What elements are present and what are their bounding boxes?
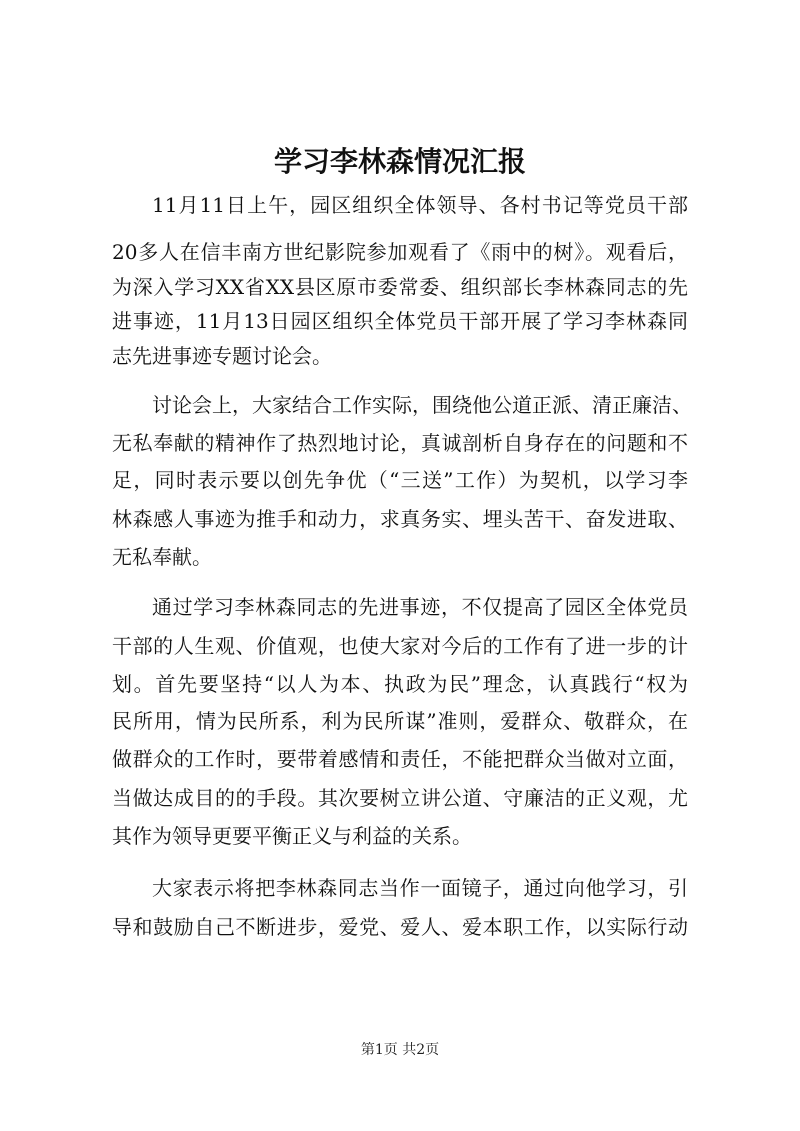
text-line: 导和鼓励自己不断进步，爱党、爱人、爱本职工作，以实际行动 [112, 915, 688, 939]
page-number: 第1页 共2页 [360, 1042, 440, 1058]
text-line: 讨论会上，大家结合工作实际，围绕他公道正派、清正廉洁、 [152, 393, 692, 417]
text-line: 无私奉献。 [112, 545, 212, 569]
text-line: 11月11日上午，园区组织全体领导、各村书记等党员干部 [152, 193, 688, 217]
text-line: 20多人在信丰南方世纪影院参加观看了《雨中的树》。观看后， [112, 240, 688, 264]
text-line: 其作为领导更要平衡正义与利益的关系。 [112, 824, 472, 848]
text-line: 干部的人生观、价值观，也使大家对今后的工作有了进一步的计 [112, 634, 688, 658]
text-line: 当做达成目的的手段。其次要树立讲公道、守廉洁的正义观，尤 [112, 786, 688, 810]
text-line: 志先进事迹专题讨论会。 [112, 344, 332, 368]
text-line: 民所用，情为民所系，利为民所谋”准则，爱群众、敬群众，在 [112, 709, 688, 733]
text-line: 大家表示将把李林森同志当作一面镜子，通过向他学习，引 [152, 876, 688, 900]
text-line: 为深入学习XX省XX县区原市委常委、组织部长李林森同志的先 [112, 275, 688, 299]
text-line: 林森感人事迹为推手和动力，求真务实、埋头苦干、奋发进取、 [112, 507, 688, 531]
text-line: 足，同时表示要以创先争优（“三送”工作）为契机，以学习李 [112, 468, 688, 492]
text-line: 进事迹，11月13日园区组织全体党员干部开展了学习李林森同 [112, 309, 688, 333]
text-line: 做群众的工作时，要带着感情和责任，不能把群众当做对立面， [112, 747, 688, 771]
text-line: 通过学习李林森同志的先进事迹，不仅提高了园区全体党员 [152, 595, 688, 619]
document-title: 学习李林森情况汇报 [273, 145, 526, 178]
text-line: 无私奉献的精神作了热烈地讨论，真诚剖析自身存在的问题和不 [112, 431, 688, 455]
text-line: 划。首先要坚持“以人为本、执政为民”理念，认真践行“权为 [112, 672, 688, 696]
